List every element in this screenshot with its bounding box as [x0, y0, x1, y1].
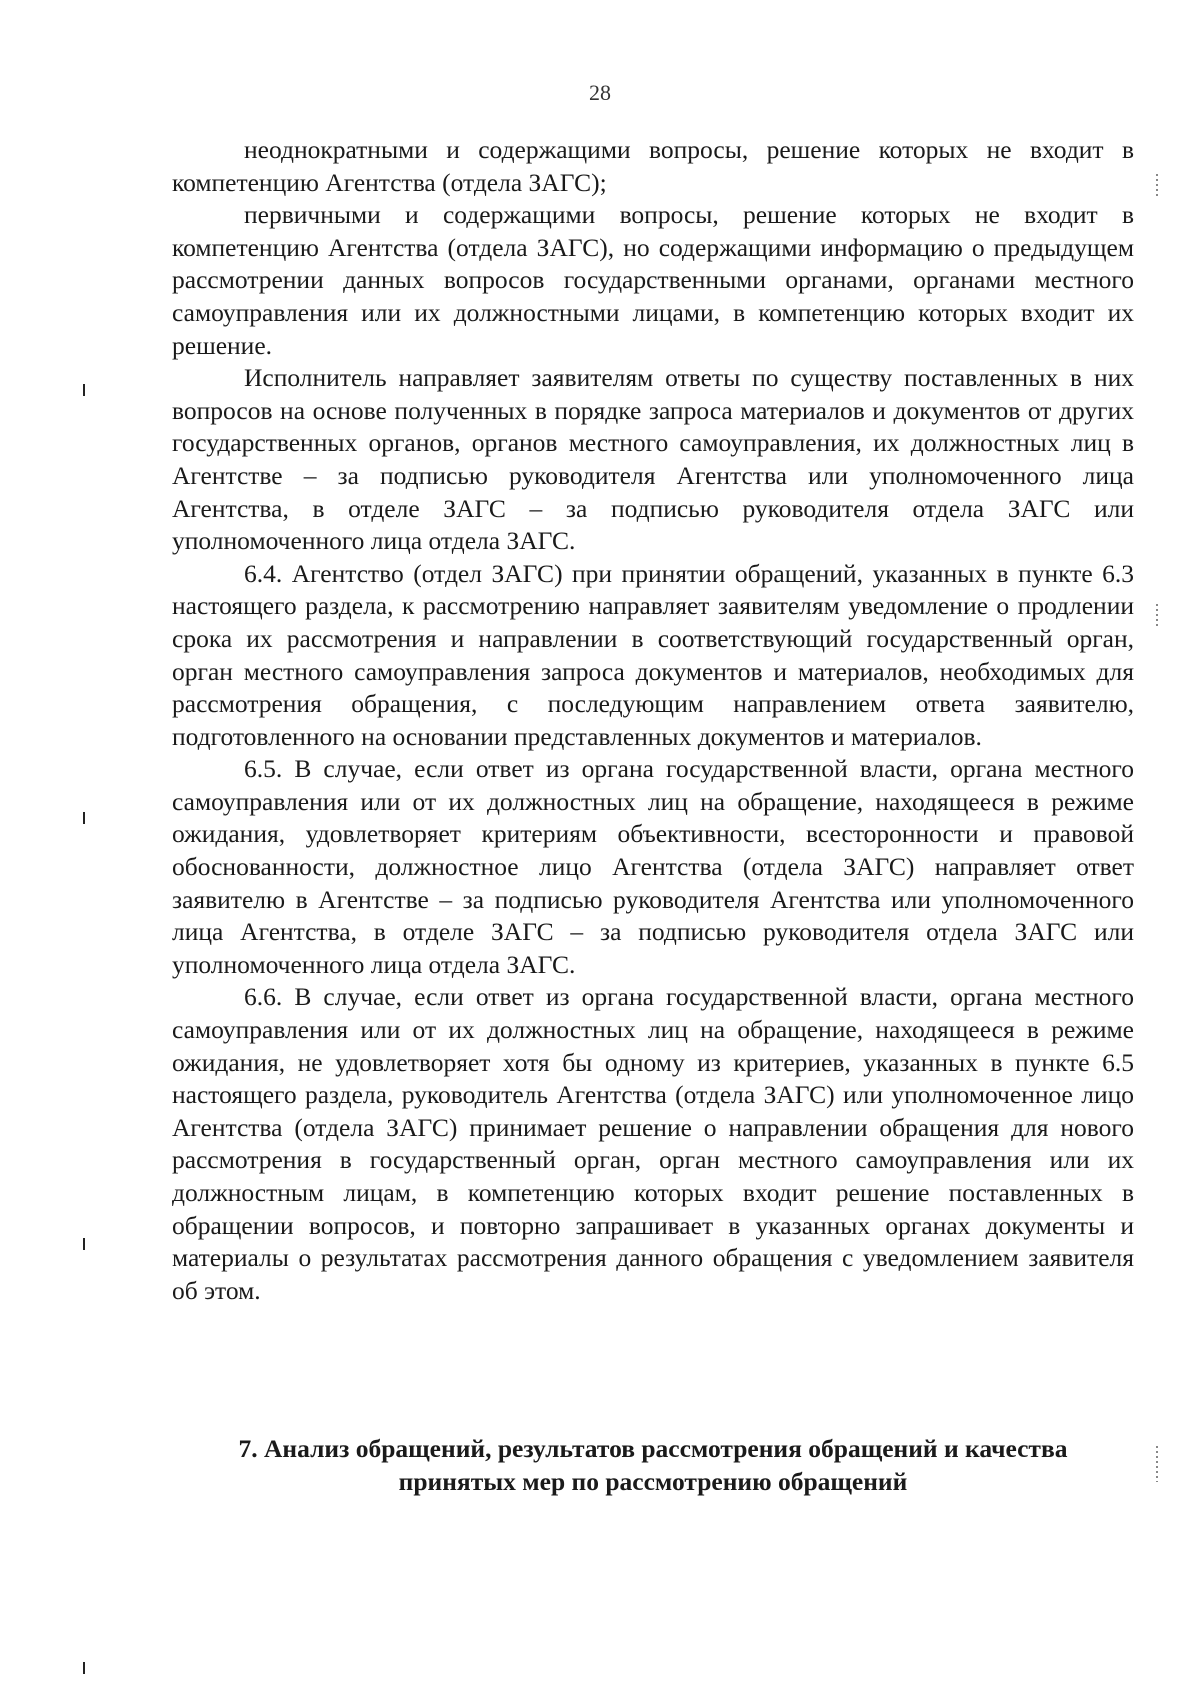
binder-mark	[83, 384, 85, 396]
paragraph-list-item-1: неоднократными и содержащими вопросы, решение которых не входит в компетенцию Агентства (отдела ЗАГС);	[172, 135, 1134, 197]
binder-mark	[83, 812, 85, 824]
scan-edge-mark	[1156, 174, 1158, 196]
paragraph-executor-response: Исполнитель направляет заявителям ответы по существу поставленных в них вопросов на основе полученных в порядке запроса материалов и документов от других государственных органов, органов местного самоуправления, их должностных лиц в Агентстве – за подписью руководителя Агентства или уполномоченного лица Агентства, в отделе ЗАГС – за подписью руководителя отдела ЗАГС или уполномоченного лица отдела ЗАГС.	[172, 363, 1134, 556]
binder-mark	[83, 1238, 85, 1250]
paragraph-6-5: 6.5. В случае, если ответ из органа государственной власти, органа местного самоуправления или от их должностных лиц на обращение, находящееся в режиме ожидания, удовлетворяет критериям объективности, всесторонности и правовой обоснованности, должностное лицо Агентства (отдела ЗАГС) направляет ответ заявителю в Агентстве – за подписью руководителя Агентства или уполномоченного лица Агентства, в отделе ЗАГС – за подписью руководителя отдела ЗАГС или уполномоченного лица отдела ЗАГС.	[172, 754, 1134, 979]
binder-mark	[83, 1662, 85, 1674]
paragraph-6-4: 6.4. Агентство (отдел ЗАГС) при принятии обращений, указанных в пункте 6.3 настоящего раздела, к рассмотрению направляет заявителям уведомление о продлении срока их рассмотрения и направлении в соответствующий государственный орган, орган местного самоуправления запроса документов и материалов, необходимых для рассмотрения обращения, с последующим направлением ответа заявителю, подготовленного на основании представленных документов и материалов.	[172, 558, 1134, 751]
paragraph-list-item-2: первичными и содержащими вопросы, решение которых не входит в компетенцию Агентства (отдела ЗАГС), но содержащими информацию о предыдущем рассмотрении данных вопросов государственными органами, органами местного самоуправления или их должностными лицами, в компетенцию которых входит их решение.	[172, 200, 1134, 360]
scan-edge-mark	[1156, 604, 1158, 626]
body-text	[172, 134, 1134, 1307]
paragraph-6-6: 6.6. В случае, если ответ из органа государственной власти, органа местного самоуправления или от их должностных лиц на обращение, находящееся в режиме ожидания, не удовлетворяет хотя бы одному из критериев, указанных в пункте 6.5 настоящего раздела, руководитель Агентства (отдела ЗАГС) или уполномоченное лицо Агентства (отдела ЗАГС) принимает решение о направлении обращения для нового рассмотрения в государственный орган, орган местного самоуправления или их должностным лицам, в компетенцию которых входит решение поставленных в обращении вопросов, и повторно запрашивает в указанных органах документы и материалы о результатах рассмотрения данного обращения с уведомлением заявителя об этом.	[172, 982, 1134, 1305]
page-number: 28	[589, 80, 611, 105]
section-heading: 7. Анализ обращений, результатов рассмотрения обращений и качества принятых мер по рассмотрению обращений	[238, 1434, 1068, 1496]
scan-edge-mark	[1156, 1446, 1158, 1482]
